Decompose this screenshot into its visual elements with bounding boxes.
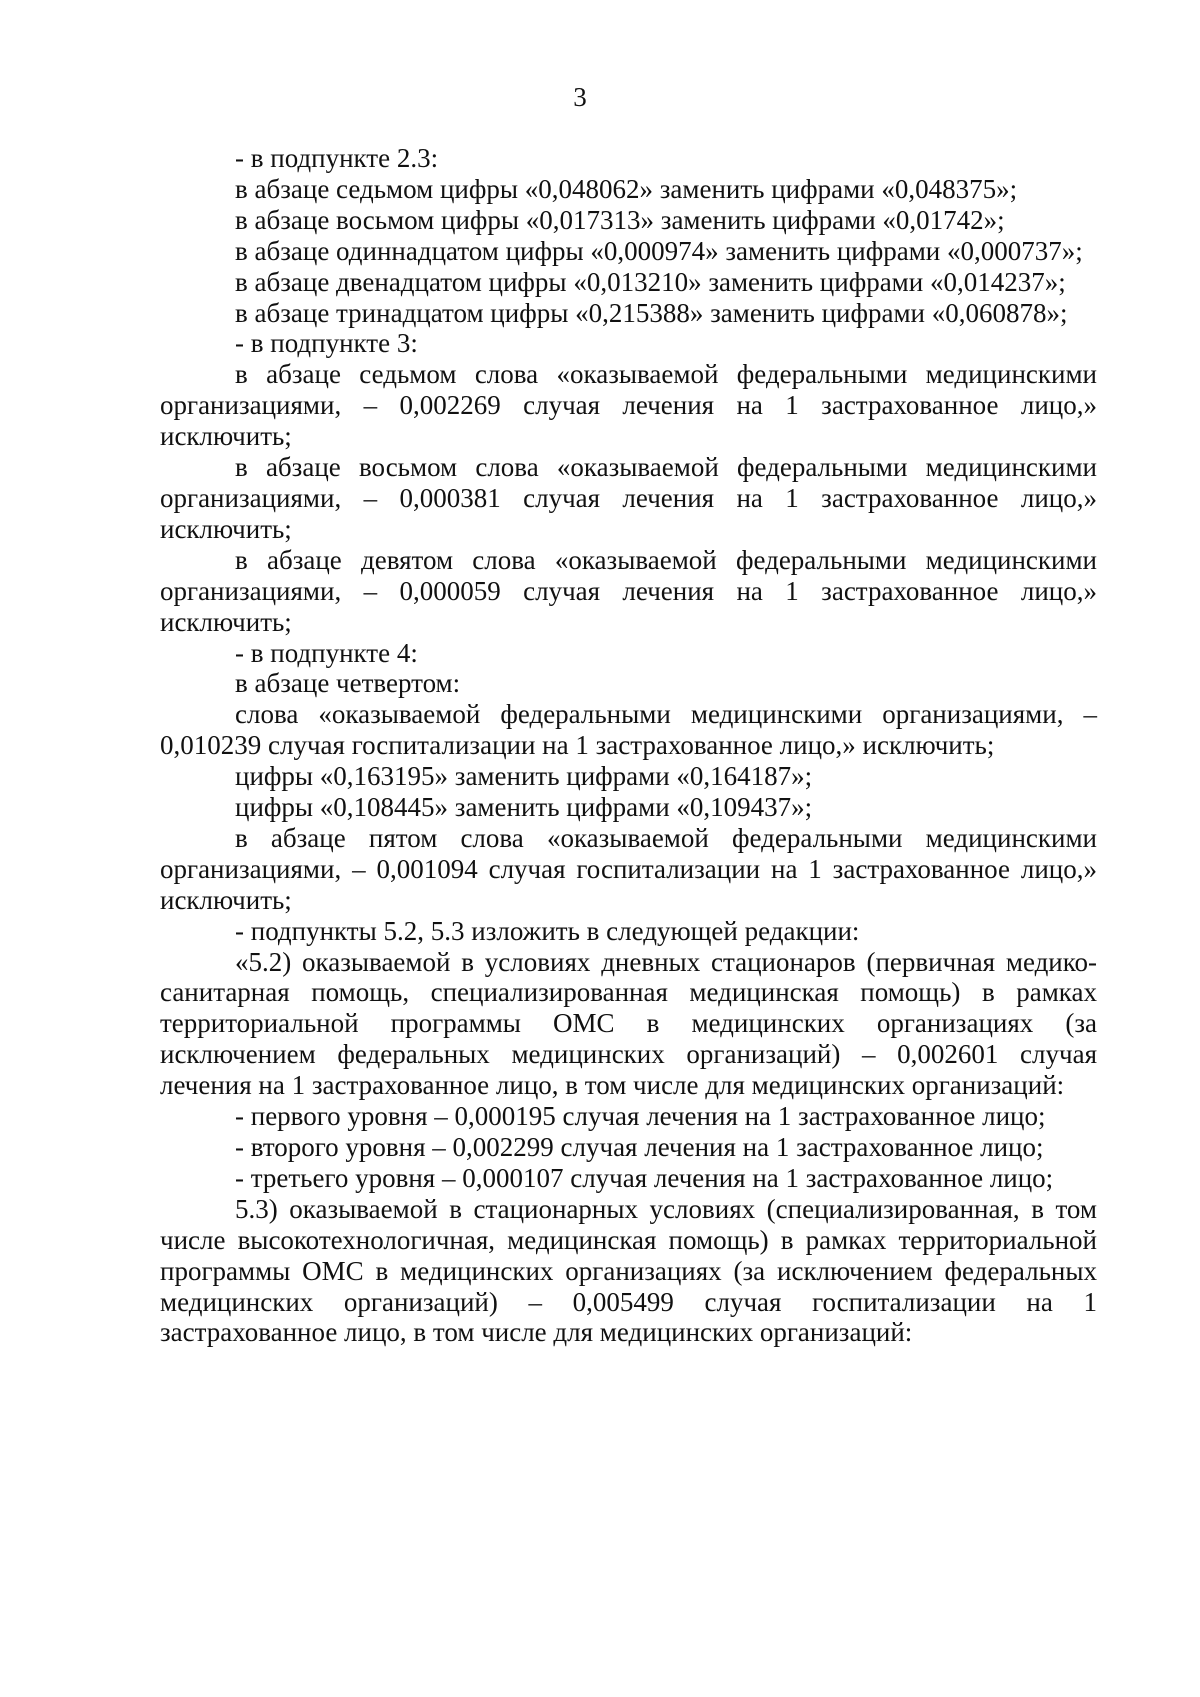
paragraph: - подпункты 5.2, 5.3 изложить в следующей редакции:: [235, 915, 860, 946]
paragraph: цифры «0,108445» заменить цифрами «0,109437»;: [235, 792, 813, 823]
page-number: 3: [573, 82, 587, 112]
paragraph: в абзаце тринадцатом цифры «0,215388» заменить цифрами «0,060878»;: [235, 297, 1068, 328]
paragraph: в абзаце седьмом слова «оказываемой федеральными медицинскими организациями, – 0,002269 случая лечения на 1 застрахованное лицо,» исключить;: [160, 359, 1097, 452]
paragraph-level-1: - первого уровня – 0,000195 случая лечения на 1 застрахованное лицо;: [235, 1101, 1046, 1132]
paragraph: в абзаце двенадцатом цифры «0,013210» заменить цифрами «0,014237»;: [235, 266, 1066, 297]
paragraph-subpoint-4: - в подпункте 4:: [235, 637, 418, 668]
paragraph: слова «оказываемой федеральными медицинскими организациями, – 0,010239 случая госпитализации на 1 застрахованное лицо,» исключить;: [160, 699, 1097, 761]
paragraph: в абзаце пятом слова «оказываемой федеральными медицинскими организациями, – 0,001094 случая госпитализации на 1 застрахованное лицо,» исключить;: [160, 822, 1097, 915]
paragraph: в абзаце четвертом:: [235, 668, 461, 699]
paragraph-subpoint-3: - в подпункте 3:: [235, 328, 418, 359]
paragraph: в абзаце седьмом цифры «0,048062» заменить цифрами «0,048375»;: [235, 173, 1018, 204]
paragraph-level-3: - третьего уровня – 0,000107 случая лечения на 1 застрахованное лицо;: [235, 1162, 1054, 1193]
paragraph-level-2: - второго уровня – 0,002299 случая лечения на 1 застрахованное лицо;: [235, 1132, 1044, 1162]
paragraph: в абзаце одиннадцатом цифры «0,000974» заменить цифрами «0,000737»;: [235, 235, 1083, 266]
paragraph-5-3: 5.3) оказываемой в стационарных условиях (специализированная, в том числе высокотехнологичная, медицинская помощь) в рамках территориальной программы ОМС в медицинских организациях (за исключением федеральных медицинских организаций) – 0,005499 случая госпитализации на 1 застрахованное лицо, в том числе для медицинских организаций:: [160, 1193, 1097, 1348]
paragraph: в абзаце восьмом цифры «0,017313» заменить цифрами «0,01742»;: [235, 204, 1005, 235]
paragraph-subpoint-2-3: - в подпункте 2.3:: [235, 143, 439, 173]
paragraph: в абзаце девятом слова «оказываемой федеральными медицинскими организациями, – 0,000059 случая лечения на 1 застрахованное лицо,» исключить;: [160, 544, 1097, 637]
paragraph: в абзаце восьмом слова «оказываемой федеральными медицинскими организациями, – 0,000381 случая лечения на 1 застрахованное лицо,» исключить;: [160, 452, 1097, 544]
paragraph: цифры «0,163195» заменить цифрами «0,164187»;: [235, 761, 813, 792]
document-body: [160, 143, 1097, 1348]
paragraph-5-2: «5.2) оказываемой в условиях дневных стационаров (первичная медико-санитарная помощь, специализированная медицинская помощь) в рамках территориальной программы ОМС в медицинских организациях (за исключением федеральных медицинских организаций) – 0,002601 случая лечения на 1 застрахованное лицо, в том числе для медицинских организаций:: [160, 946, 1097, 1101]
